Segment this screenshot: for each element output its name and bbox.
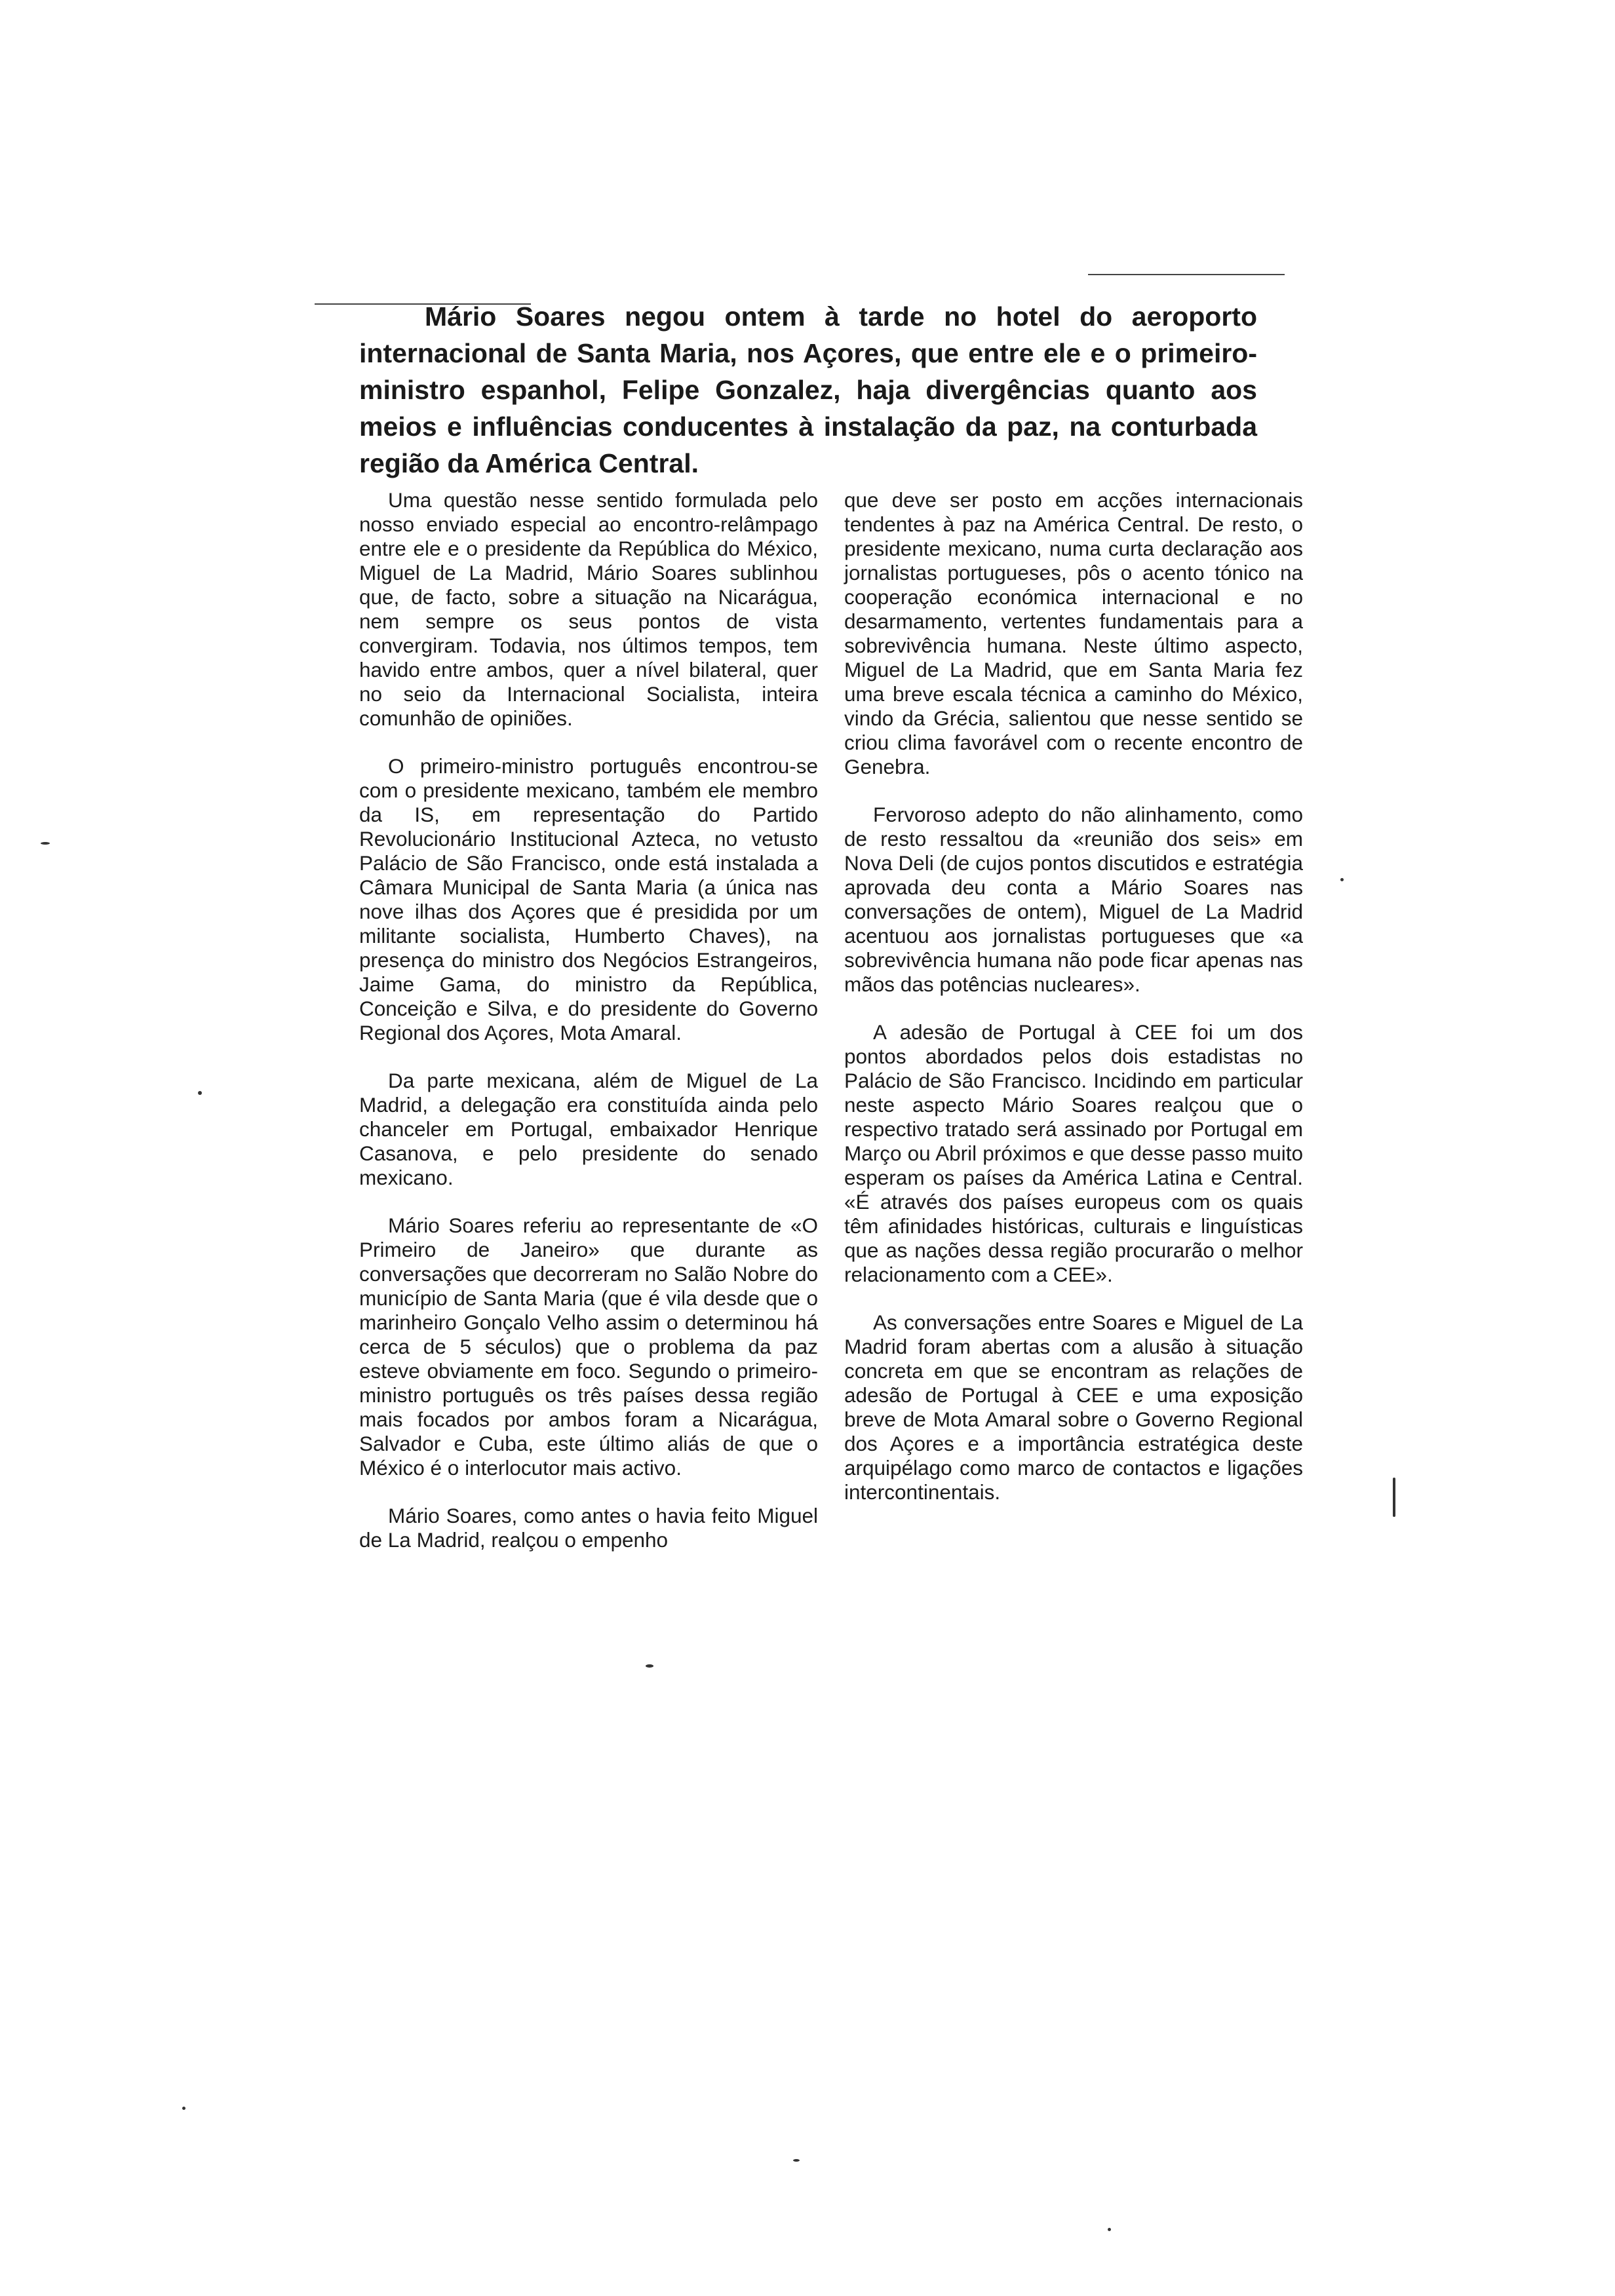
article-column-right [844,488,1303,1528]
article-column-left [359,488,818,1576]
right-paragraph-3: A adesão de Portugal à CEE foi um dos pontos abordados pelos dois estadistas no Palácio de São Francisco. Incidindo em particular neste aspecto Mário Soares realçou que o respectivo tratado será assinado por Portugal em Março ou Abril próximos e que desse passo muito esperam os países da América Latina e Central. «É através dos países europeus com os quais têm afinidades históricas, culturais e linguísticas que as nações dessa região procurarão o melhor relacionamento com a CEE». [844,1020,1303,1286]
right-paragraph-1: que deve ser posto em acções internacionais tendentes à paz na América Central. De resto, o presidente mexicano, numa curta declaração aos jornalistas portugueses, pôs o acento tónico na cooperação económica internacional e no desarmamento, vertentes fundamentais para a sobrevivência humana. Neste último aspecto, Miguel de La Madrid, que em Santa Maria fez uma breve escala técnica a caminho do México, vindo da Grécia, salientou que nesse sentido se criou clima favorável com o recente encontro de Genebra. [844,488,1303,778]
left-paragraph-3: Da parte mexicana, além de Miguel de La Madrid, a delegação era constituída ainda pelo chanceler em Portugal, embaixador Henrique Casanova, e pelo presidente do senado mexicano. [359,1069,818,1189]
left-paragraph-4: Mário Soares referiu ao representante de «O Primeiro de Janeiro» que durante as conversações que decorreram no Salão Nobre do município de Santa Maria (que é vila desde que o marinheiro Gonçalo Velho assim o determinou há cerca de 5 séculos) que o problema da paz esteve obviamente em foco. Segundo o primeiro-ministro português os três países dessa região mais focados por ambos foram a Nicarágua, Salvador e Cuba, este último aliás de que o México é o interlocutor mais activo. [359,1214,818,1480]
left-paragraph-5: Mário Soares, como antes o havia feito Miguel de La Madrid, realçou o empenho [359,1504,818,1552]
scan-speck [182,2107,185,2110]
left-paragraph-1: Uma questão nesse sentido formulada pelo nosso enviado especial ao encontro-relâmpago entre ele e o presidente da República do México, Miguel de La Madrid, Mário Soares sublinhou que, de facto, sobre a situação na Nicarágua, nem sempre os seus pontos de vista convergiram. Todavia, nos últimos tempos, tem havido entre ambos, quer a nível bilateral, quer no seio da Internacional Socialista, inteira comunhão de opiniões. [359,488,818,730]
scan-speck [1393,1478,1395,1517]
scan-speck [1340,878,1344,881]
scan-speck [793,2159,800,2162]
left-paragraph-2: O primeiro-ministro português encontrou-se com o presidente mexicano, também ele membro da IS, em representação do Partido Revolucionário Institucional Azteca, no vetusto Palácio de São Francisco, onde está instalada a Câmara Municipal de Santa Maria (a única nas nove ilhas dos Açores que é presidida por um militante socialista, Humberto Chaves), na presença do ministro dos Negócios Estrangeiros, Jaime Gama, do ministro da República, Conceição e Silva, e do presidente do Governo Regional dos Açores, Mota Amaral. [359,754,818,1044]
right-paragraph-4: As conversações entre Soares e Miguel de La Madrid foram abertas com a alusão à situação concreta em que se encontram as relações de adesão de Portugal à CEE e uma exposição breve de Mota Amaral sobre o Governo Regional dos Açores e a importância estratégica deste arquipélago como marco de contactos e ligações intercontinentais. [844,1311,1303,1504]
article-lead: Mário Soares negou ontem à tarde no hotel do aeroporto internacional de Santa Maria, nos Açores, que entre ele e o primeiro-ministro espanhol, Felipe Gonzalez, haja divergências quanto aos meios e influências conducentes à instalação da paz, na conturbada região da América Central. [359,301,1257,478]
scan-speck [198,1091,202,1095]
right-paragraph-2: Fervoroso adepto do não alinhamento, como de resto ressaltou da «reunião dos seis» em Nova Deli (de cujos pontos discutidos e estratégia aprovada deu conta a Mário Soares nas conversações de ontem), Miguel de La Madrid acentuou aos jornalistas portugueses que «a sobrevivência humana não pode ficar apenas nas mãos das potências nucleares». [844,803,1303,996]
scan-artifact-rule-top-right [1088,274,1285,275]
scan-speck [1108,2228,1111,2231]
scan-speck [41,842,50,845]
scan-speck [646,1664,653,1668]
